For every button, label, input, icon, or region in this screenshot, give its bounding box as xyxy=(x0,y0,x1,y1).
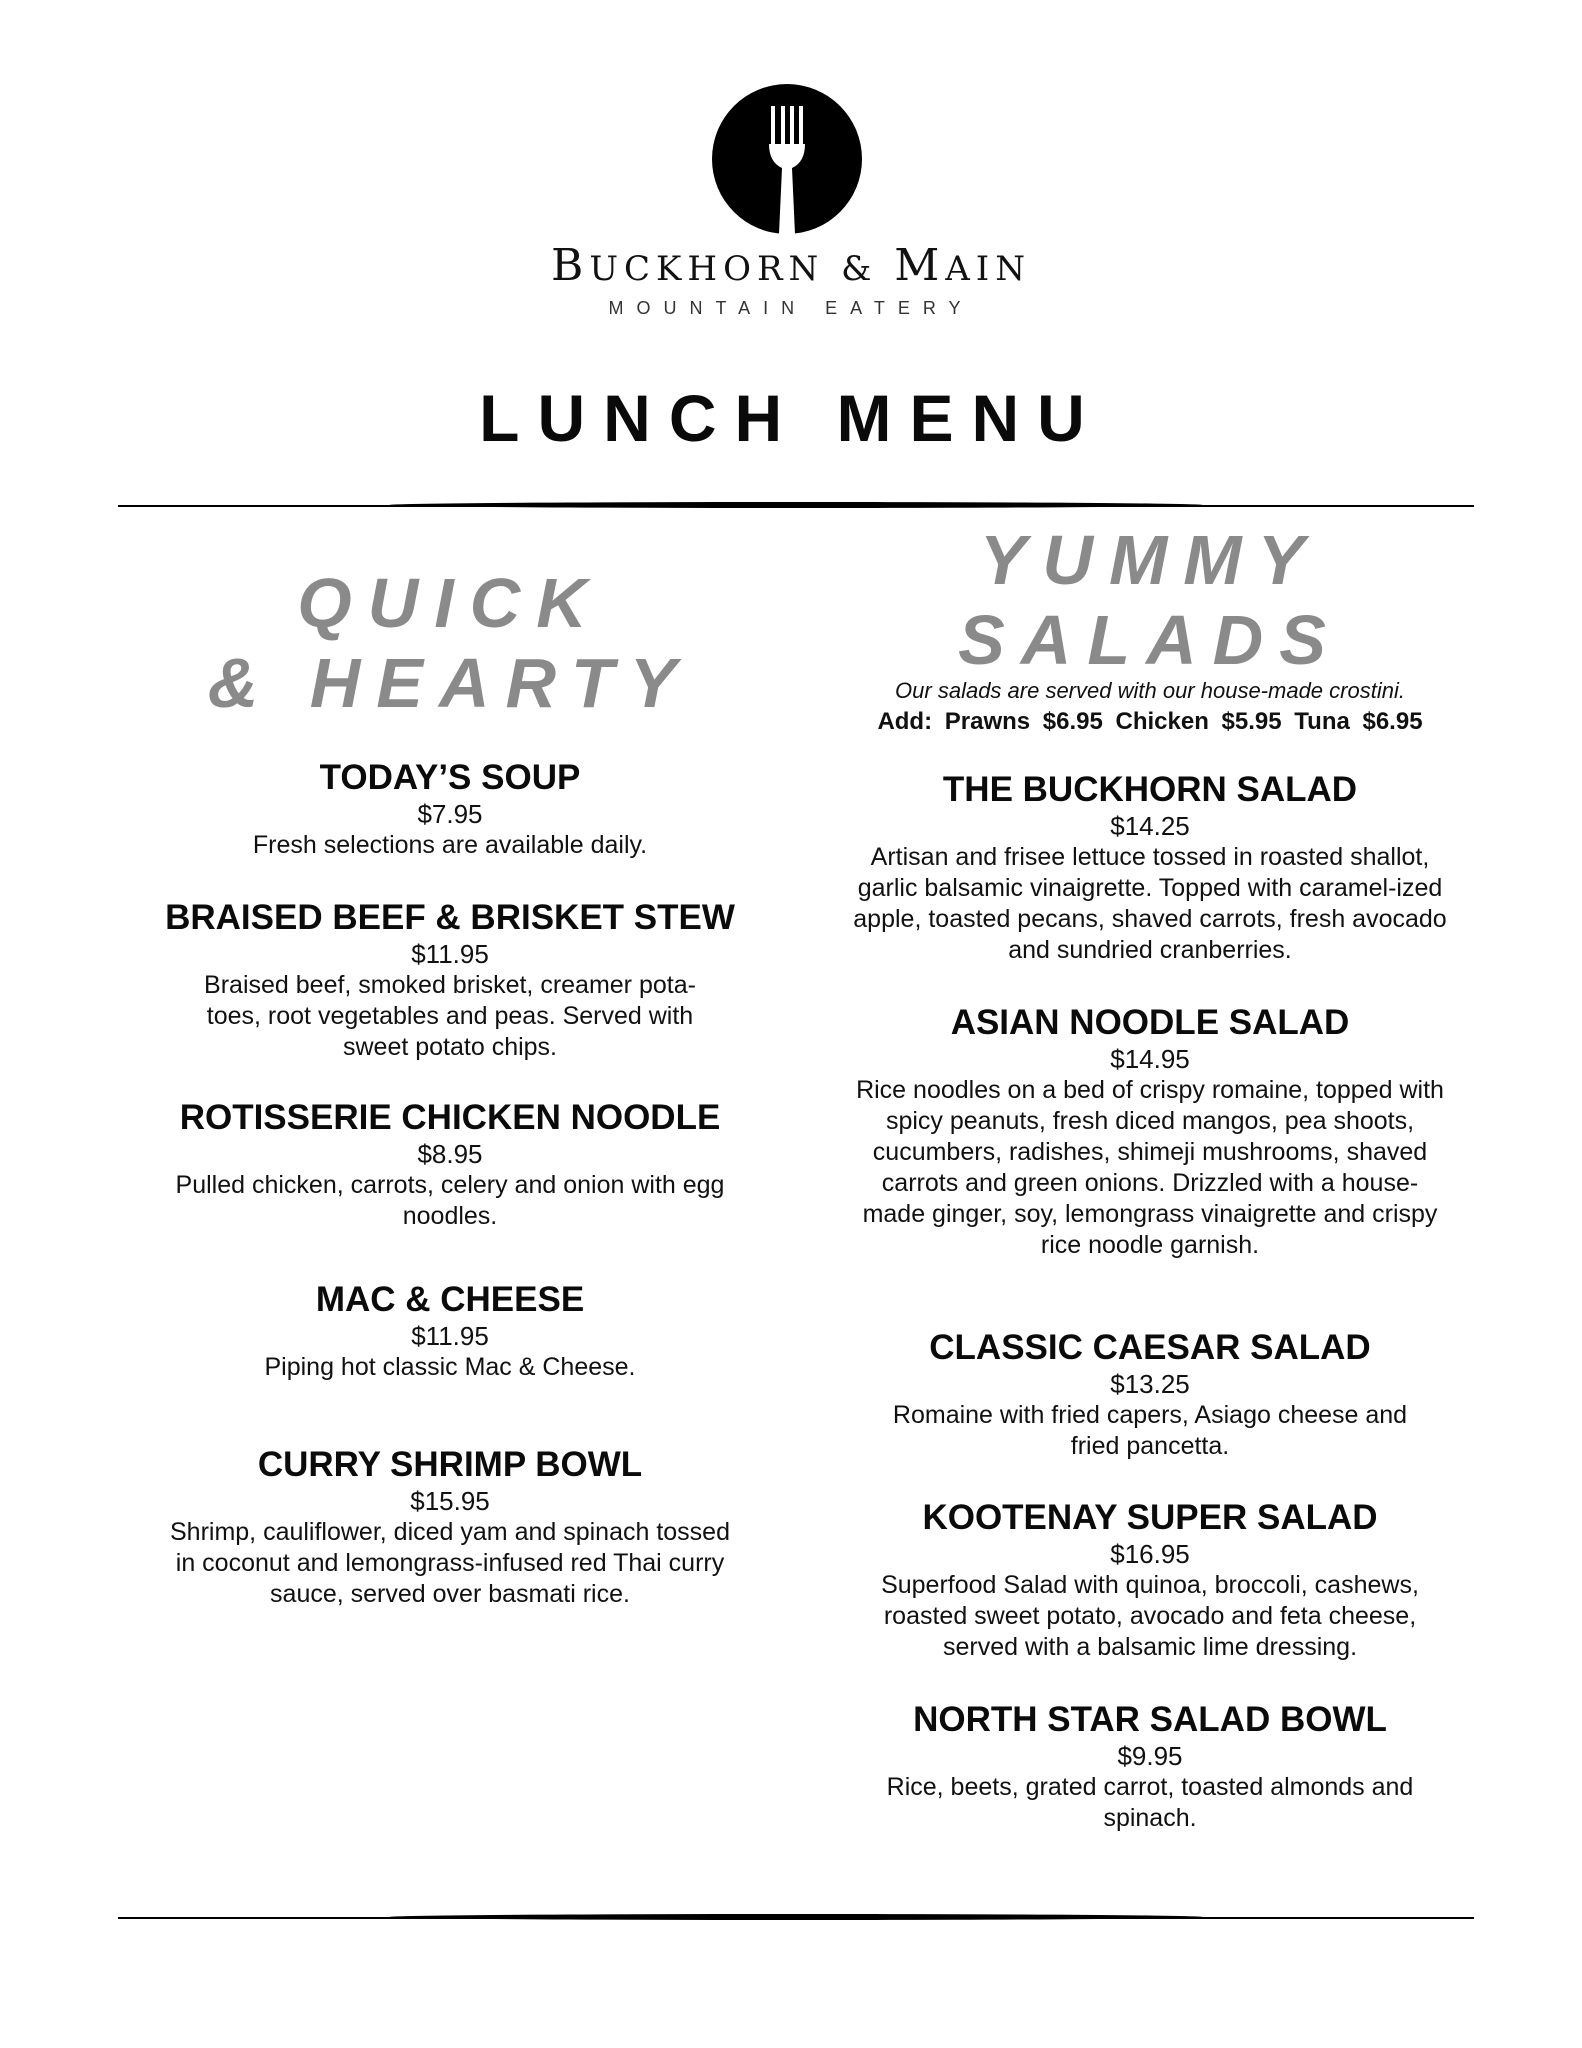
brand-ampersand: & xyxy=(841,249,878,289)
item-price: $14.25 xyxy=(1110,811,1190,841)
section-title-line-1: YUMMY xyxy=(979,521,1321,599)
item-price: $7.95 xyxy=(417,799,483,829)
item-name: BRAISED BEEF & BRISKET STEW xyxy=(165,898,735,937)
section-title-line-2: SALADS xyxy=(958,601,1342,679)
item-price: $15.95 xyxy=(410,1486,490,1516)
item-name: THE BUCKHORN SALAD xyxy=(942,770,1358,809)
brand-word-2: AIN xyxy=(945,249,1031,289)
item-price: $11.95 xyxy=(411,1321,489,1351)
page-title: LUNCH MENU xyxy=(479,381,1103,455)
section-title-line-1: QUICK xyxy=(297,564,603,642)
menu-item xyxy=(150,1098,750,1232)
item-description: Rice noodles on a bed of crispy romaine, topped with spicy peanuts, fresh diced mangos, pea shoots, cucumbers, radishes, shimeji mushrooms, shaved carrots and green onions. Drizzled with a house-made ginger, soy, lemongrass vinaigrette and crispy rice noodle garnish. xyxy=(856,1076,1444,1259)
menu-item xyxy=(825,770,1475,966)
item-description: Pulled chicken, carrots, celery and onion with egg noodles. xyxy=(175,1171,725,1230)
item-price: $8.95 xyxy=(417,1139,483,1169)
section-title-line-2: & HEARTY xyxy=(207,644,693,722)
menu-item xyxy=(150,758,750,861)
item-description: Fresh selections are available daily. xyxy=(252,831,648,859)
brand-word-1: UCKHORN xyxy=(589,249,825,289)
item-price: $13.25 xyxy=(1110,1369,1190,1399)
salad-note: Our salads are served with our house-made crostini. xyxy=(895,678,1405,703)
item-description: Romaine with fried capers, Asiago cheese and fried pancetta. xyxy=(892,1401,1408,1460)
brand-name xyxy=(0,240,1582,291)
item-description: Braised beef, smoked brisket, creamer pota-toes, root vegetables and peas. Served with sweet potato chips. xyxy=(204,971,696,1061)
item-name: NORTH STAR SALAD BOWL xyxy=(913,1700,1387,1739)
item-description: Superfood Salad with quinoa, broccoli, cashews, roasted sweet potato, avocado and feta cheese, served with a balsamic lime dressing. xyxy=(881,1571,1419,1661)
brand-tagline: MOUNTAIN EATERY xyxy=(608,298,974,318)
section-title-yummy-salads xyxy=(850,520,1450,680)
menu-item xyxy=(150,898,750,1063)
item-name: ASIAN NOODLE SALAD xyxy=(950,1003,1350,1042)
item-description: Piping hot classic Mac & Cheese. xyxy=(264,1353,636,1381)
menu-item xyxy=(825,1328,1475,1462)
item-price: $14.95 xyxy=(1110,1044,1190,1074)
item-name: CURRY SHRIMP BOWL xyxy=(257,1445,643,1484)
menu-item xyxy=(825,1700,1475,1834)
item-name: MAC & CHEESE xyxy=(315,1280,585,1319)
brand-initial-m: M xyxy=(894,240,946,291)
item-name: KOOTENAY SUPER SALAD xyxy=(922,1498,1378,1537)
menu-item xyxy=(825,1003,1475,1261)
item-name: CLASSIC CAESAR SALAD xyxy=(929,1328,1371,1367)
menu-item xyxy=(150,1445,750,1610)
fork-in-circle-icon xyxy=(712,84,862,234)
item-description: Rice, beets, grated carrot, toasted almonds and spinach. xyxy=(886,1773,1414,1832)
top-divider xyxy=(118,505,1474,507)
item-description: Shrimp, cauliflower, diced yam and spinach tossed in coconut and lemongrass-infused red Thai curry sauce, served over basmati rice. xyxy=(169,1518,730,1608)
item-description: Artisan and frisee lettuce tossed in roasted shallot, garlic balsamic vinaigrette. Topped with caramel-ized apple, toasted pecans, shaved carrots, fresh avocado and sundried cranberries. xyxy=(853,843,1447,964)
item-name: TODAY’S SOUP xyxy=(319,758,581,797)
brand-initial-b: B xyxy=(551,240,590,291)
section-title-quick-hearty xyxy=(150,563,750,723)
item-price: $9.95 xyxy=(1117,1741,1183,1771)
menu-item xyxy=(825,1498,1475,1663)
item-price: $11.95 xyxy=(411,939,489,969)
bottom-divider xyxy=(118,1917,1474,1919)
item-price: $16.95 xyxy=(1110,1539,1190,1569)
menu-item xyxy=(150,1280,750,1383)
item-name: ROTISSERIE CHICKEN NOODLE xyxy=(179,1098,721,1137)
salad-add-ons: Add: Prawns $6.95 Chicken $5.95 Tuna $6.95 xyxy=(877,708,1423,735)
